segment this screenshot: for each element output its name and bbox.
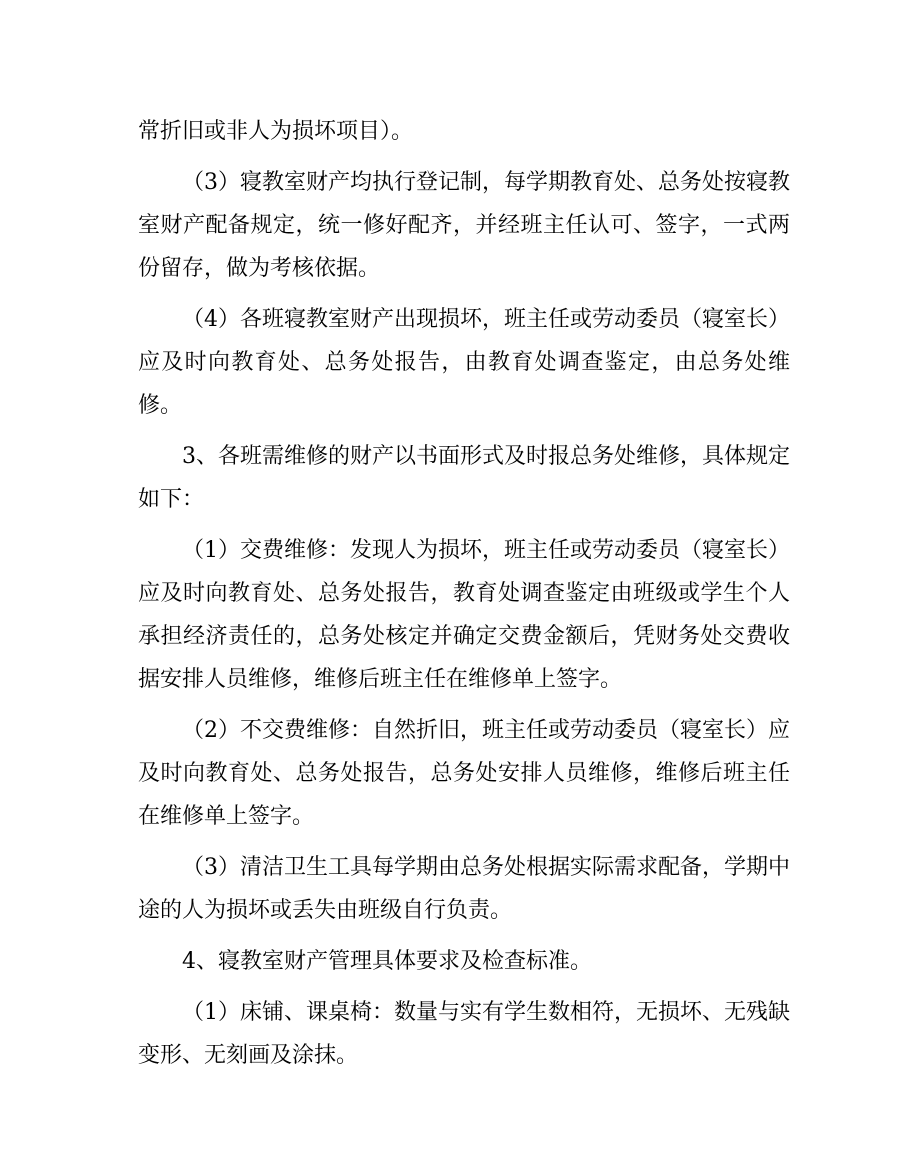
paragraph-repair-rules: 3、各班需维修的财产以书面形式及时报总务处维修，具体规定如下： [138, 444, 790, 512]
paragraph-free-repair: （2）不交费维修：自然折旧，班主任或劳动委员（寝室长）应及时向教育处、总务处报告，总务处安排人员维修，维修后班主任在维修单上签字。 [138, 718, 790, 829]
paragraph-continuation: 常折旧或非人为损坏项目）。 [138, 119, 414, 144]
paragraph-paid-repair: （1）交费维修：发现人为损坏，班主任或劳动委员（寝室长）应及时向教育处、总务处报告，教育处调查鉴定由班级或学生个人承担经济责任的，总务处核定并确定交费金额后，凭财务处交费收据安排人员维修，维修后班主任在维修单上签字。 [138, 538, 790, 692]
paragraph-beds-desks: （1）床铺、课桌椅：数量与实有学生数相符，无损坏、无残缺变形、无刻画及涂抹。 [138, 1000, 790, 1068]
paragraph-cleaning-tools: （3）清洁卫生工具每学期由总务处根据实际需求配备，学期中途的人为损坏或丢失由班级自行负责。 [138, 855, 790, 923]
paragraph-management-standards: 4、寝教室财产管理具体要求及检查标准。 [182, 949, 592, 974]
paragraph-damage-report: （4）各班寝教室财产出现损坏，班主任或劳动委员（寝室长）应及时向教育处、总务处报告，由教育处调查鉴定，由总务处维修。 [138, 307, 790, 418]
document-body [138, 110, 790, 1085]
paragraph-registration-rule: （3）寝教室财产均执行登记制，每学期教育处、总务处按寝教室财产配备规定，统一修好配齐，并经班主任认可、签字，一式两份留存，做为考核依据。 [138, 170, 790, 281]
